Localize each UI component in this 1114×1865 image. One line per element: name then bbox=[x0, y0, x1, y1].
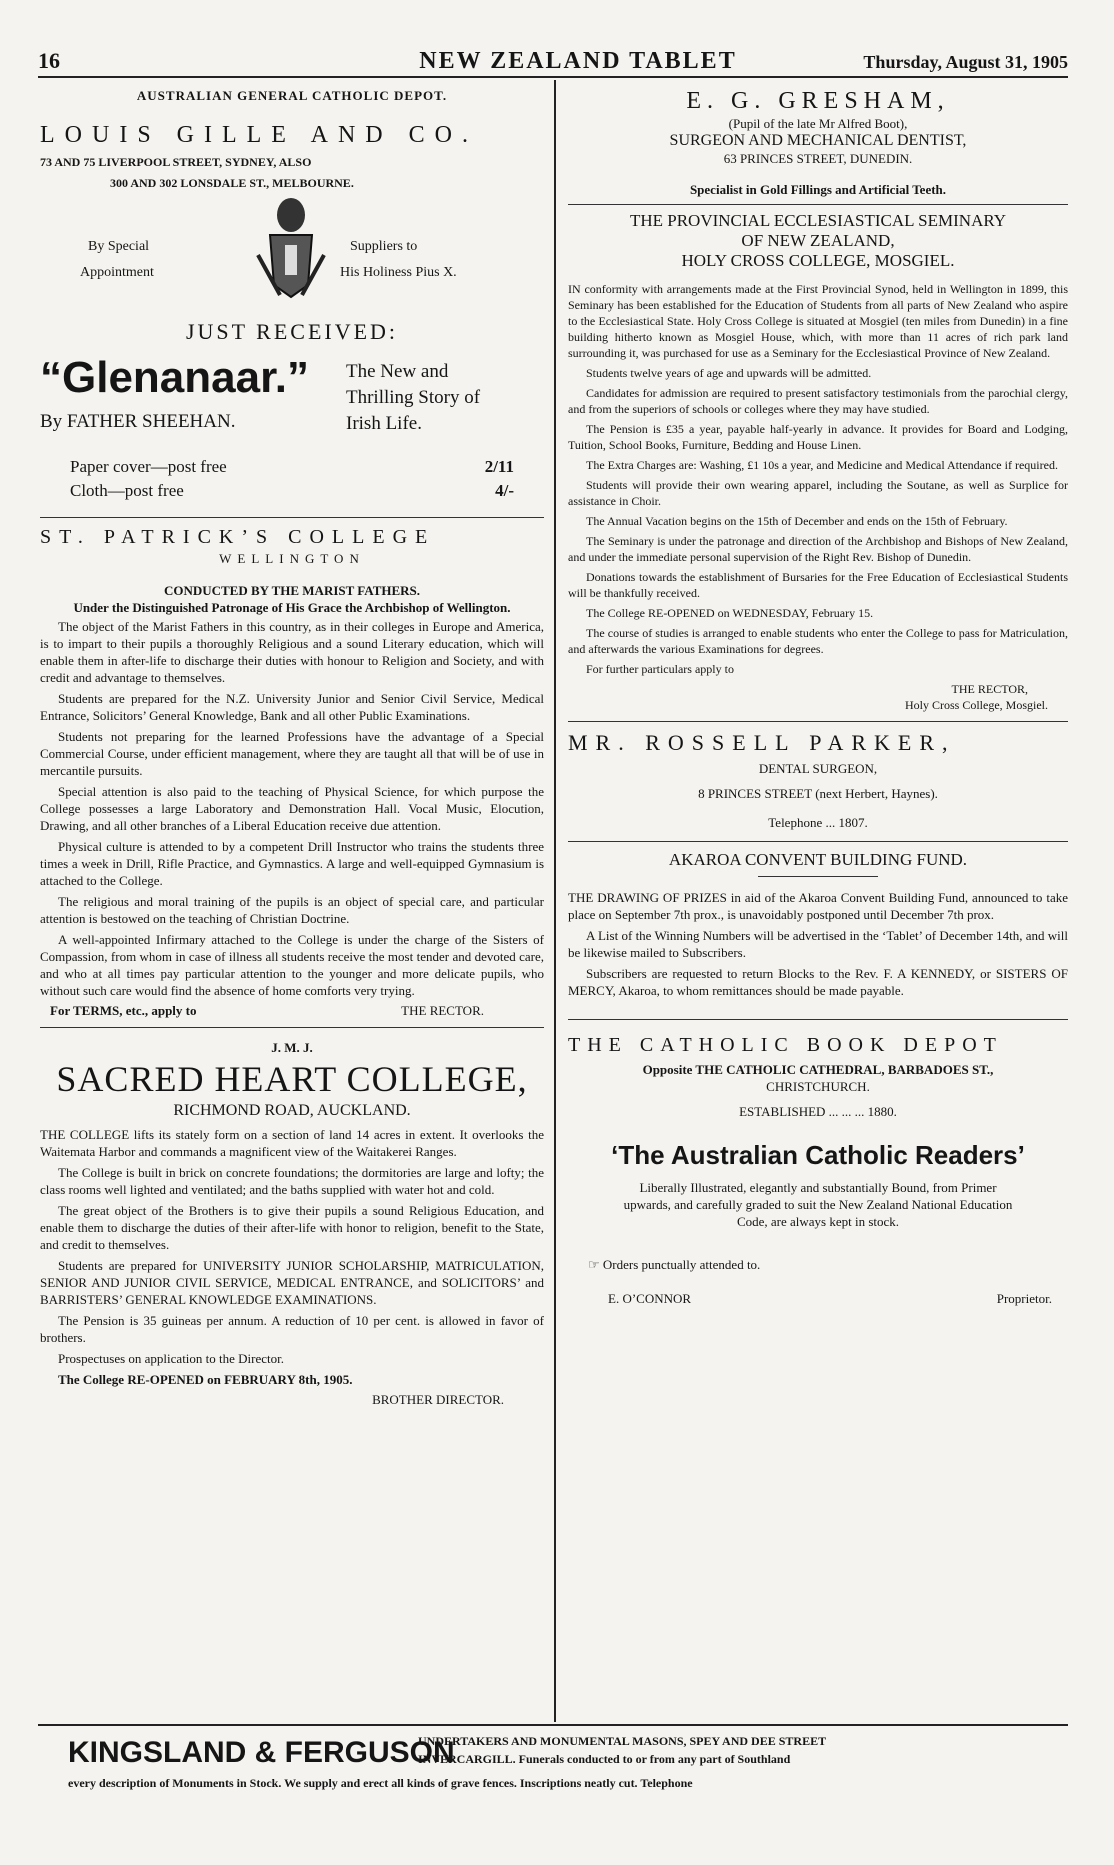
akaroa-title: AKAROA CONVENT BUILDING FUND. bbox=[668, 850, 968, 869]
seminary-paragraph: The Seminary is under the patronage and direction of the Archbishop and Bishops of New Zealand, and under the immediate personal supervision of the Right Rev. Bishop of Dunedin. bbox=[568, 534, 1068, 564]
paper-price-row bbox=[40, 457, 544, 477]
section-rule bbox=[40, 1027, 544, 1028]
gresham-specialist: Specialist in Gold Fillings and Artificial Teeth. bbox=[689, 182, 947, 197]
gille-name: LOUIS GILLE AND CO. bbox=[40, 122, 478, 148]
parker-address: 8 PRINCES STREET (next Herbert, Haynes). bbox=[698, 786, 938, 801]
stpatrick-title: ST. PATRICK’S COLLEGE bbox=[40, 526, 436, 548]
depot-orders bbox=[588, 1256, 1068, 1273]
seminary-paragraph: The Annual Vacation begins on the 15th of December and ends on the 15th of February. bbox=[586, 514, 1008, 528]
depot-established: ESTABLISHED ... ... ... 1880. bbox=[739, 1104, 897, 1119]
sacred-body bbox=[40, 1126, 544, 1388]
stpatrick-paragraph: Students not preparing for the learned Professions have the advantage of a Special Commercial Course, under efficient management, where they are taught all that will be of use in mercantile pursuits. bbox=[40, 729, 544, 778]
cloth-price-row bbox=[40, 481, 544, 501]
issue-date: Thursday, August 31, 1905 bbox=[863, 52, 1068, 72]
book-title: “Glenanaar.” bbox=[40, 353, 310, 402]
seminary-paragraph: Students will provide their own wearing apparel, including the Soutane, as well as Surplice for assistance in Choir. bbox=[568, 478, 1068, 508]
header-rule bbox=[38, 76, 1068, 78]
footer-firm: KINGSLAND & FERGUSON bbox=[68, 1736, 455, 1769]
holiness-label: His Holiness Pius X. bbox=[340, 265, 457, 280]
depot-city: CHRISTCHURCH. bbox=[766, 1079, 870, 1094]
book-author: By FATHER SHEEHAN. bbox=[40, 411, 236, 432]
papal-crest-icon bbox=[250, 195, 332, 305]
book-block bbox=[40, 353, 544, 437]
sacred-paragraph: The College is built in brick on concrete foundations; the dormitories are large and lofty; the class rooms well lighted and ventilated; and the baths supplied with water hot and cold. bbox=[40, 1165, 544, 1197]
masthead-title: NEW ZEALAND TABLET bbox=[419, 48, 737, 74]
seminary-paragraph: For further particulars apply to bbox=[586, 662, 734, 676]
stpatrick-body bbox=[40, 618, 544, 999]
seminary-paragraph: Students twelve years of age and upwards will be admitted. bbox=[586, 366, 872, 380]
right-column bbox=[568, 88, 1068, 1307]
page-number: 16 bbox=[38, 48, 60, 73]
depot-title: THE CATHOLIC BOOK DEPOT bbox=[568, 1034, 1003, 1056]
gresham-advert bbox=[568, 88, 1068, 198]
sacred-paragraph: Prospectuses on application to the Director. bbox=[58, 1351, 285, 1366]
paper-price: 2/11 bbox=[484, 457, 514, 476]
section-rule bbox=[40, 517, 544, 518]
akaroa-paragraph: A List of the Winning Numbers will be advertised in the ‘Tablet’ of December 14th, and will be likewise mailed to Subscribers. bbox=[568, 928, 1068, 960]
jmj: J. M. J. bbox=[271, 1040, 313, 1055]
page-header bbox=[38, 48, 1068, 78]
seminary-paragraph: Candidates for admission are required to present satisfactory testimonials from the parochial clergy, and from the superiors of schools or colleges where they may have studied. bbox=[568, 386, 1068, 416]
depot-opposite: Opposite THE CATHOLIC CATHEDRAL, BARBADOES ST., bbox=[642, 1062, 994, 1077]
seminary-title-1: THE PROVINCIAL ECCLESIASTICAL SEMINARY bbox=[629, 211, 1007, 230]
depot-proprietor-name: E. O’CONNOR bbox=[608, 1291, 692, 1306]
stpatrick-paragraph: The religious and moral training of the pupils is an object of special care, and particular attention is bestowed on the teaching of Christian Doctrine. bbox=[40, 894, 544, 926]
gille-address-1: 73 AND 75 LIVERPOOL STREET, SYDNEY, ALSO bbox=[40, 155, 312, 169]
parker-role: DENTAL SURGEON, bbox=[758, 761, 878, 776]
parker-advert bbox=[568, 730, 1068, 831]
gresham-role: SURGEON AND MECHANICAL DENTIST, bbox=[669, 132, 967, 149]
parker-name: MR. ROSSELL PARKER, bbox=[568, 730, 956, 755]
cloth-price: 4/- bbox=[495, 481, 514, 500]
conducted-by: CONDUCTED BY THE MARIST FATHERS. bbox=[163, 583, 421, 598]
appointment-block bbox=[40, 195, 544, 313]
seminary-paragraph: The College RE-OPENED on WEDNESDAY, February 15. bbox=[586, 606, 874, 620]
seminary-title-2: OF NEW ZEALAND, bbox=[741, 231, 895, 250]
sacred-paragraph: The College RE-OPENED on FEBRUARY 8th, 1905. bbox=[58, 1372, 353, 1387]
sacred-paragraph: The Pension is 35 guineas per annum. A reduction of 10 per cent. is allowed in favor of brothers. bbox=[40, 1313, 544, 1345]
stpatrick-advert bbox=[40, 526, 544, 1019]
akaroa-body bbox=[568, 889, 1068, 999]
blurb-line-1: The New and bbox=[346, 361, 449, 382]
section-rule bbox=[568, 204, 1068, 205]
gille-advert bbox=[40, 88, 544, 501]
seminary-title-3: HOLY CROSS COLLEGE, MOSGIEL. bbox=[681, 251, 955, 270]
stpatrick-paragraph: Physical culture is attended to by a competent Drill Instructor who trains the students three times a week in Drill, Rifle Practice, and Gymnastics. A large and well-equipped Gymnasium is attached to the College. bbox=[40, 839, 544, 888]
depot-proprietor-row bbox=[568, 1291, 1068, 1307]
sacred-heart-advert bbox=[40, 1040, 544, 1408]
stpatrick-paragraph: Students are prepared for the N.Z. University Junior and Senior Civil Service, Medical Entrance, Solicitors’ General Knowledge, Bank and all other Public Examinations. bbox=[40, 691, 544, 723]
depot-orders-text: Orders punctually attended to. bbox=[602, 1257, 761, 1272]
cloth-label: Cloth—post free bbox=[70, 481, 184, 500]
gresham-name: E. G. GRESHAM, bbox=[686, 88, 950, 114]
gille-address-2: 300 AND 302 LONSDALE ST., MELBOURNE. bbox=[110, 176, 354, 190]
akaroa-paragraph: Subscribers are requested to return Blocks to the Rev. F. A KENNEDY, or SISTERS OF MERCY, Akaroa, to whom remittances should be made payable. bbox=[568, 966, 1068, 998]
seminary-body bbox=[568, 281, 1068, 677]
footer-line-2: INVERCARGILL. Funerals conducted to or from any part of Southland bbox=[418, 1752, 791, 1766]
seminary-rector: THE RECTOR, bbox=[951, 682, 1028, 696]
stpatrick-paragraph: The object of the Marist Fathers in this country, as in their colleges in Europe and America, is to impart to their pupils a thoroughly Religious and a sound Literary education, which will enable them in after-life to discharge their duties with honour to Religion and Society, and with credit and advantage to themselves. bbox=[40, 619, 544, 685]
footer-rule bbox=[38, 1724, 1068, 1726]
footer-line-1: UNDERTAKERS AND MONUMENTAL MASONS, SPEY AND DEE STREET bbox=[418, 1734, 827, 1748]
seminary-paragraph: Donations towards the establishment of Bursaries for the Free Education of Ecclesiastical Students will be thankfully received. bbox=[568, 570, 1068, 600]
seminary-paragraph: The course of studies is arranged to enable students who enter the College to pass for Matriculation, and afterwards the various Examinations for degrees. bbox=[568, 626, 1068, 656]
depot-proprietor-title: Proprietor. bbox=[996, 1291, 1052, 1306]
seminary-paragraph: The Pension is £35 a year, payable half-yearly in advance. It provides for Board and Lodging, Tuition, School Books, Furniture, Bedding and House Linen. bbox=[568, 422, 1068, 452]
blurb-line-3: Irish Life. bbox=[346, 413, 422, 434]
seminary-place: Holy Cross College, Mosgiel. bbox=[905, 698, 1048, 712]
left-column bbox=[40, 88, 544, 1408]
stpatrick-paragraph: Special attention is also paid to the teaching of Physical Science, for which purpose the College possesses a large Laboratory and Demonstration Hall. Vocal Music, Elocution, Drawing, and all other branches of a Liberal Education receive due attention. bbox=[40, 784, 544, 833]
akaroa-rule bbox=[758, 876, 878, 877]
seminary-advert bbox=[568, 211, 1068, 713]
depot-readers: ‘The Australian Catholic Readers’ bbox=[611, 1140, 1025, 1170]
terms-row bbox=[40, 1003, 544, 1019]
book-blurb bbox=[346, 359, 480, 437]
section-rule bbox=[568, 1019, 1068, 1020]
column-divider bbox=[554, 80, 556, 1722]
appointment-label: Appointment bbox=[80, 265, 154, 280]
akaroa-paragraph: THE DRAWING OF PRIZES in aid of the Akaroa Convent Building Fund, announced to take place on September 7th prox., is unavoidably postponed until December 7th prox. bbox=[568, 890, 1068, 922]
stpatrick-city: WELLINGTON bbox=[219, 551, 365, 566]
paper-label: Paper cover—post free bbox=[70, 457, 227, 476]
patronage: Under the Distinguished Patronage of His Grace the Archbishop of Wellington. bbox=[73, 600, 511, 615]
stpatrick-paragraph: A well-appointed Infirmary attached to the College is under the charge of the Sisters of Compassion, from whom in case of illness all students receive the most tender and devoted care, and who at all times pay particular attention to the younger and more delicate pupils, who without such care would find the absence of home comforts very trying. bbox=[40, 932, 544, 998]
gille-title: AUSTRALIAN GENERAL CATHOLIC DEPOT. bbox=[136, 88, 448, 103]
pointing-hand-icon: ☞ bbox=[588, 1257, 603, 1272]
sacred-director: BROTHER DIRECTOR. bbox=[372, 1392, 504, 1407]
blurb-line-2: Thrilling Story of bbox=[346, 387, 481, 408]
book-depot-advert bbox=[568, 1034, 1068, 1307]
sacred-road: RICHMOND ROAD, AUCKLAND. bbox=[173, 1102, 411, 1119]
sacred-paragraph: The great object of the Brothers is to give their pupils a sound Religious Education, and enable them to discharge the duties of their after-life with honor to religion, benefit to the State, and credit to themselves. bbox=[40, 1203, 544, 1252]
depot-description: Liberally Illustrated, elegantly and substantially Bound, from Primer upwards, and carefully graded to suit the New Zealand National Education Code, are always kept in stock. bbox=[623, 1180, 1013, 1229]
sacred-title: SACRED HEART COLLEGE, bbox=[56, 1059, 528, 1099]
terms-rector: THE RECTOR. bbox=[401, 1003, 484, 1018]
akaroa-advert bbox=[568, 850, 1068, 999]
section-rule bbox=[568, 841, 1068, 842]
seminary-paragraph: The Extra Charges are: Washing, £1 10s a year, and Medicine and Medical Attendance if required. bbox=[586, 458, 1058, 472]
footer-line-3: every description of Monuments in Stock. We supply and erect all kinds of grave fences. Inscriptions neatly cut. Telephone bbox=[68, 1776, 693, 1790]
section-rule bbox=[568, 721, 1068, 722]
suppliers-label: Suppliers to bbox=[350, 239, 418, 254]
sacred-paragraph: Students are prepared for UNIVERSITY JUNIOR SCHOLARSHIP, MATRICULATION, SENIOR AND JUNIOR CIVIL SERVICE, MEDICAL ENTRANCE, and SOLICITORS’ and BARRISTERS’ GENERAL KNOWLEDGE EXAMINATIONS. bbox=[40, 1258, 544, 1307]
gresham-address: 63 PRINCES STREET, DUNEDIN. bbox=[723, 151, 913, 166]
terms-label: For TERMS, etc., apply to bbox=[50, 1003, 197, 1018]
parker-telephone: Telephone ... 1807. bbox=[768, 815, 868, 830]
gresham-pupil: (Pupil of the late Mr Alfred Boot), bbox=[728, 116, 908, 131]
seminary-paragraph: IN conformity with arrangements made at the First Provincial Synod, held in Wellington in 1899, this Seminary has been established for the Education of Students from all parts of New Zealand who aspire to the Ecclesiastical State. Holy Cross College is situated at Mosgiel (ten miles from Dunedin) in a fine building hitherto known as Mosgiel House, which, with more than 11 acres of rich park land surrounding it, was purchased for use as a Seminary for the Ecclesiastical Province of New Zealand. bbox=[568, 282, 1068, 360]
sacred-paragraph: THE COLLEGE lifts its stately form on a section of land 14 acres in extent. It overlooks the Waitemata Harbor and commands a magnificent view of the Waitakerei Ranges. bbox=[40, 1127, 544, 1159]
by-special-label: By Special bbox=[88, 239, 150, 254]
just-received: JUST RECEIVED: bbox=[185, 319, 399, 344]
